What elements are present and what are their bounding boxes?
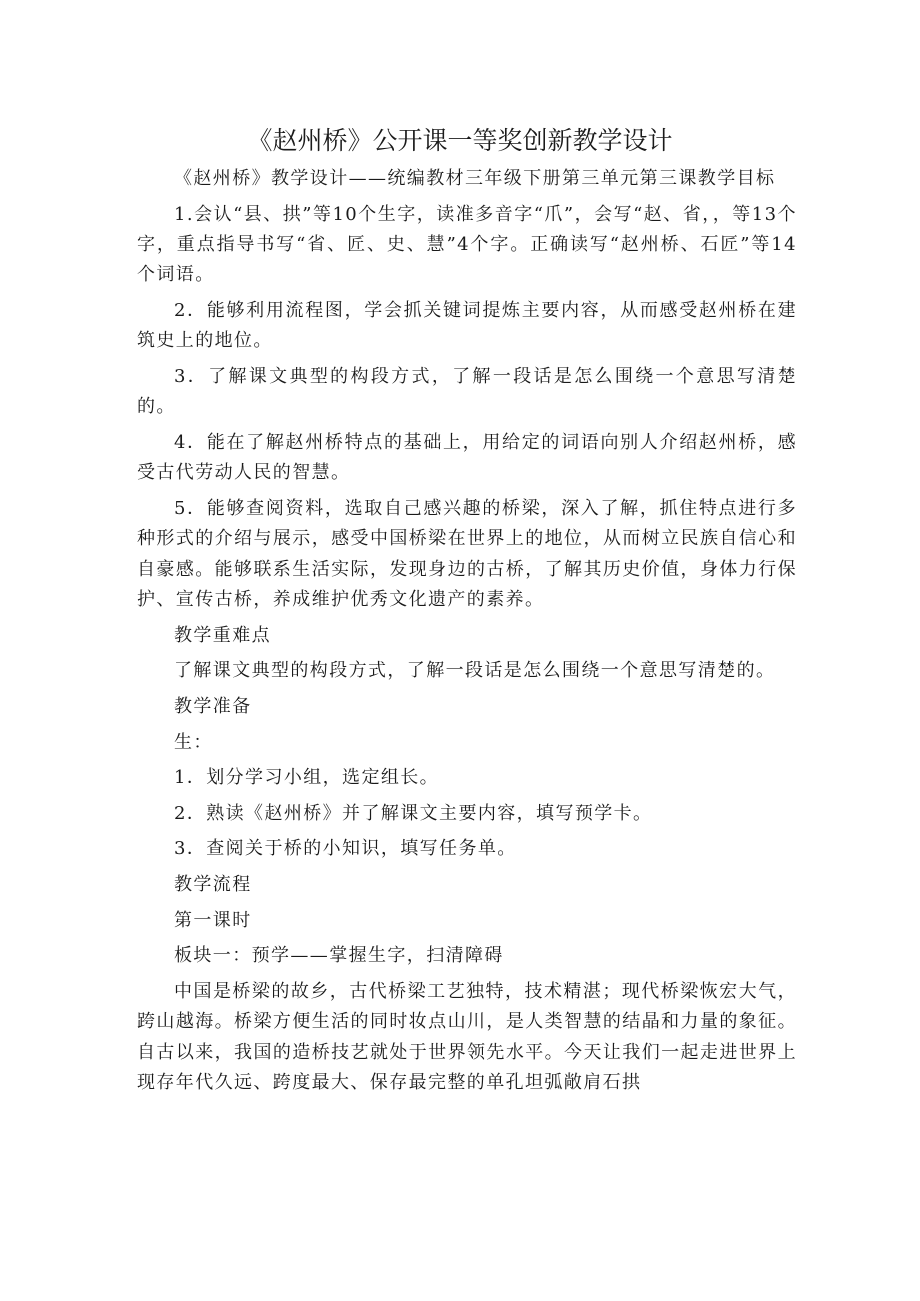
heading-first-lesson: 第一课时 — [174, 909, 252, 931]
document-body — [137, 164, 797, 1104]
preparation-item-2: 2．熟读《赵州桥》并了解课文主要内容，填写预学卡。 — [174, 802, 653, 824]
objective-1: 1.会认“县、拱”等10个生字，读准多音字“爪”，会写“赵、省，，等13个字，重点指导书写“省、匠、史、慧”4个字。正确读写“赵州桥、石匠”等14个词语。 — [137, 203, 797, 286]
key-points-text: 了解课文典型的构段方式，了解一段话是怎么围绕一个意思写清楚的。 — [174, 660, 776, 682]
objective-2: 2．能够利用流程图，学会抓关键词提炼主要内容，从而感受赵州桥在建筑史上的地位。 — [137, 300, 797, 352]
heading-preparation: 教学准备 — [174, 696, 252, 717]
preparation-item-1: 1．划分学习小组，选定组长。 — [174, 767, 440, 789]
section-1-paragraph: 中国是桥梁的故乡，古代桥梁工艺独特，技术精湛；现代桥梁恢宏大气，跨山越海。桥梁方便生活的同时妆点山川，是人类智慧的结晶和力量的象征。自古以来，我国的造桥技艺就处于世界领先水平。今天让我们一起走进世界上现存年代久远、跨度最大、保存最完整的单孔坦弧敞肩石拱 — [137, 980, 797, 1093]
objective-3: 3．了解课文典型的构段方式，了解一段话是怎么围绕一个意思写清楚的。 — [137, 366, 797, 418]
objective-4: 4．能在了解赵州桥特点的基础上，用给定的词语向别人介绍赵州桥，感受古代劳动人民的智慧。 — [137, 432, 797, 484]
preparation-item-3: 3．查阅关于桥的小知识，填写任务单。 — [174, 838, 517, 860]
preparation-student-label: 生： — [174, 731, 213, 753]
objective-5: 5．能够查阅资料，选取自己感兴趣的桥梁，深入了解，抓住特点进行多种形式的介绍与展示，感受中国桥梁在世界上的地位，从而树立民族自信心和自豪感。能够联系生活实际，发现身边的古桥，了解其历史价值，身体力行保护、宣传古桥，养成维护优秀文化遗产的素养。 — [137, 498, 797, 611]
intro-paragraph: 《赵州桥》教学设计——统编教材三年级下册第三单元第三课教学目标 — [174, 168, 776, 189]
heading-section-1: 板块一：预学——掌握生字，扫清障碍 — [174, 945, 504, 967]
document-title: 《赵州桥》公开课一等奖创新教学设计 — [247, 126, 673, 155]
heading-process: 教学流程 — [174, 873, 252, 895]
heading-key-points: 教学重难点 — [174, 624, 271, 646]
